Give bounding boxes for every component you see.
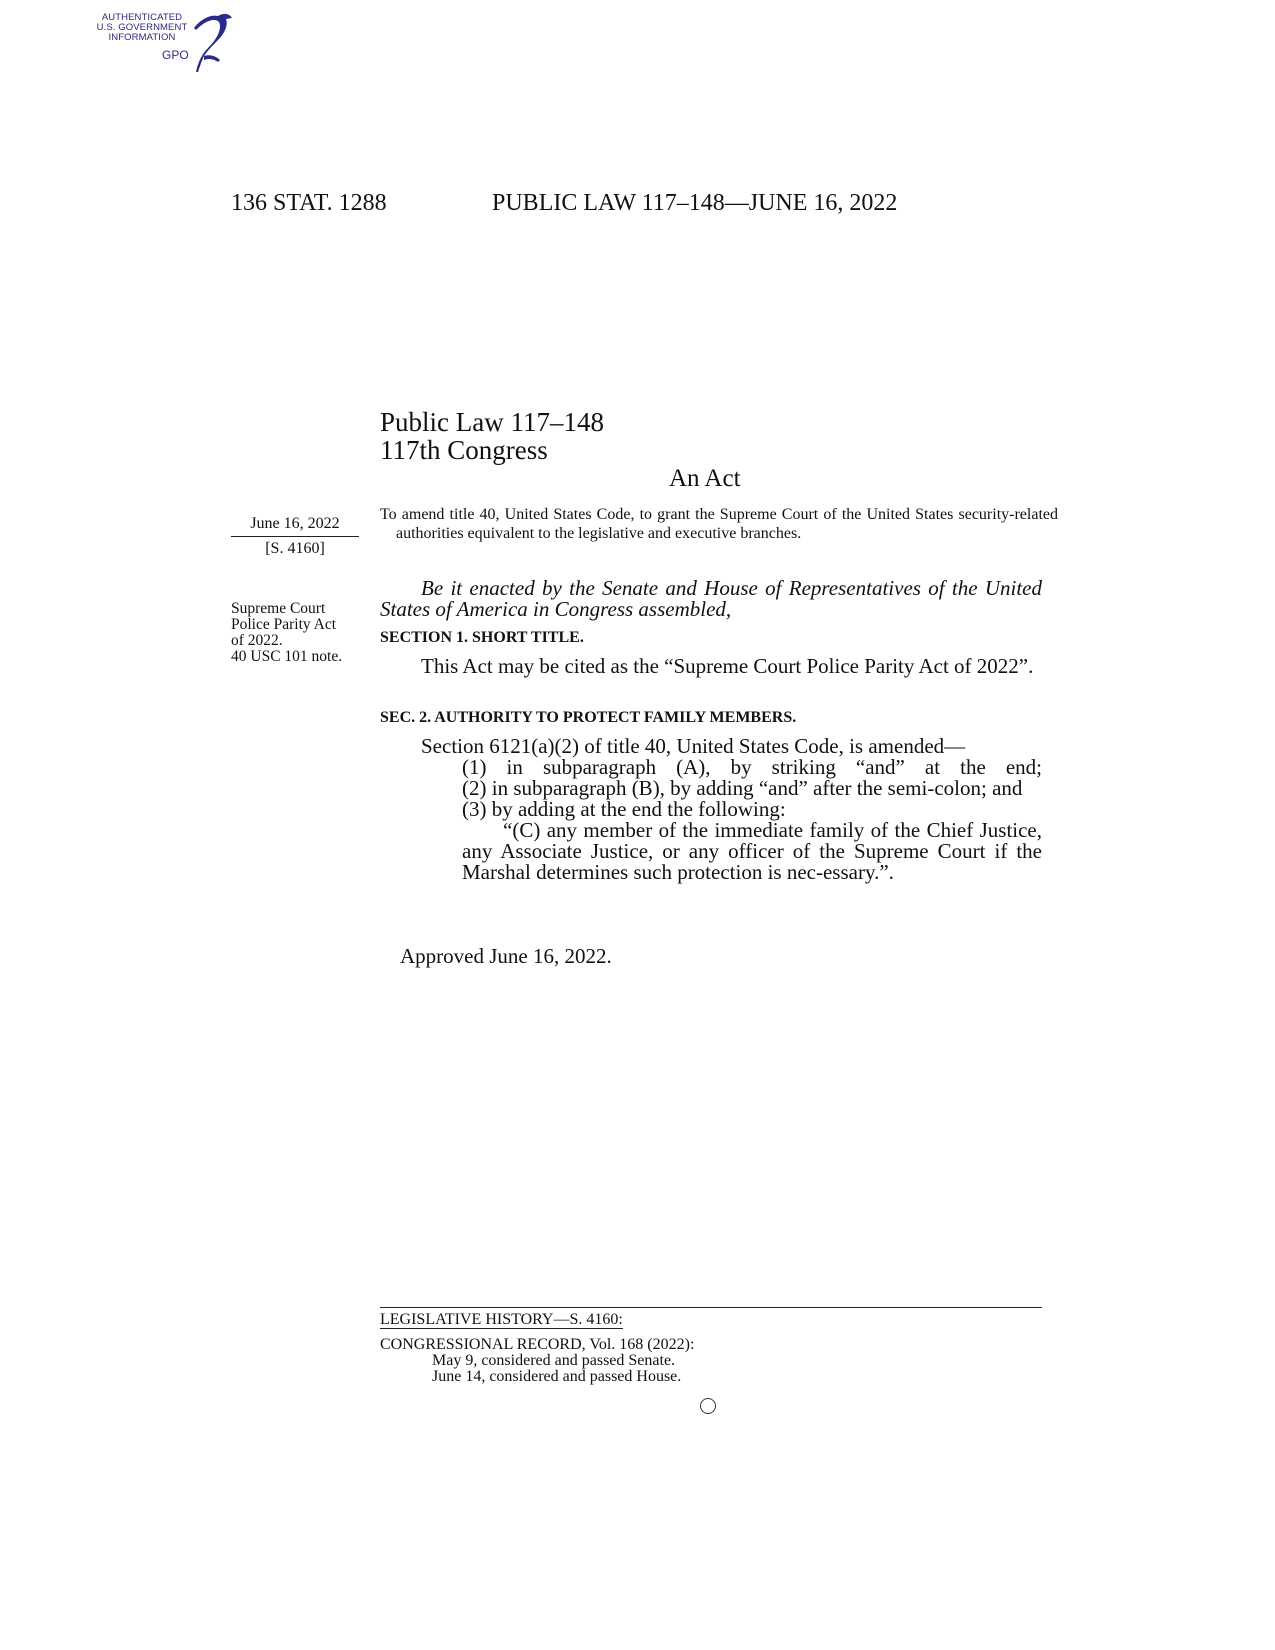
section-2-lead: Section 6121(a)(2) of title 40, United States Code, is amended— bbox=[421, 734, 966, 758]
law-number: Public Law 117–148 bbox=[380, 407, 604, 437]
stat-page-number: 136 STAT. 1288 bbox=[231, 190, 387, 216]
enacting-clause: Be it enacted by the Senate and House of Representatives of the United States of America in Congress assembled, bbox=[380, 576, 1042, 621]
legislative-history-rule bbox=[380, 1307, 1042, 1308]
margin-note: Supreme Court Police Parity Act of 2022. 40 USC 101 note. bbox=[231, 600, 343, 665]
act-label: An Act bbox=[669, 465, 741, 492]
quoted-subparagraph-c: “(C) any member of the immediate family of the Chief Justice, any Associate Justice, or any officer of the Supreme Court if the Marshal determines such protection is nec-essary.”. bbox=[462, 818, 1042, 884]
paragraph-2: (2) in subparagraph (B), by adding “and” after the semi-colon; and bbox=[462, 776, 1023, 800]
law-heading bbox=[380, 408, 604, 464]
gpo-authenticated-logo bbox=[96, 10, 231, 76]
congressional-record bbox=[380, 1337, 694, 1385]
paragraph-3: (3) by adding at the end the following: bbox=[462, 797, 786, 821]
section-2-body bbox=[421, 736, 1042, 883]
margin-date: June 16, 2022 bbox=[231, 515, 359, 537]
approval-date: Approved June 16, 2022. bbox=[400, 944, 612, 968]
eagle-icon bbox=[174, 10, 234, 76]
end-of-law-circle-icon bbox=[700, 1398, 716, 1414]
section-2-heading: SEC. 2. AUTHORITY TO PROTECT FAMILY MEMBERS. bbox=[380, 709, 797, 726]
section-1-text: This Act may be cited as the “Supreme Court Police Parity Act of 2022”. bbox=[421, 654, 1034, 678]
paragraph-1: (1) in subparagraph (A), by striking “and” at the end; bbox=[462, 755, 1042, 779]
margin-date-block bbox=[231, 515, 359, 558]
logo-gpo-word: GPO bbox=[162, 48, 189, 62]
logo-text: AUTHENTICATED U.S. GOVERNMENT INFORMATION bbox=[96, 12, 188, 43]
congress-number: 117th Congress bbox=[380, 435, 548, 465]
legislative-history-heading: LEGISLATIVE HISTORY—S. 4160: bbox=[380, 1311, 623, 1328]
history-item: June 14, considered and passed House. bbox=[432, 1368, 682, 1385]
running-head-public-law: PUBLIC LAW 117–148—JUNE 16, 2022 bbox=[492, 190, 898, 216]
long-title: To amend title 40, United States Code, to grant the Supreme Court of the United States security-related authorities equivalent to the legislative and executive branches. bbox=[380, 506, 1058, 542]
record-citation: CONGRESSIONAL RECORD, Vol. 168 (2022): bbox=[380, 1336, 695, 1353]
section-1-heading: SECTION 1. SHORT TITLE. bbox=[380, 629, 584, 646]
history-item: May 9, considered and passed Senate. bbox=[432, 1352, 676, 1369]
bill-number: [S. 4160] bbox=[265, 540, 325, 557]
